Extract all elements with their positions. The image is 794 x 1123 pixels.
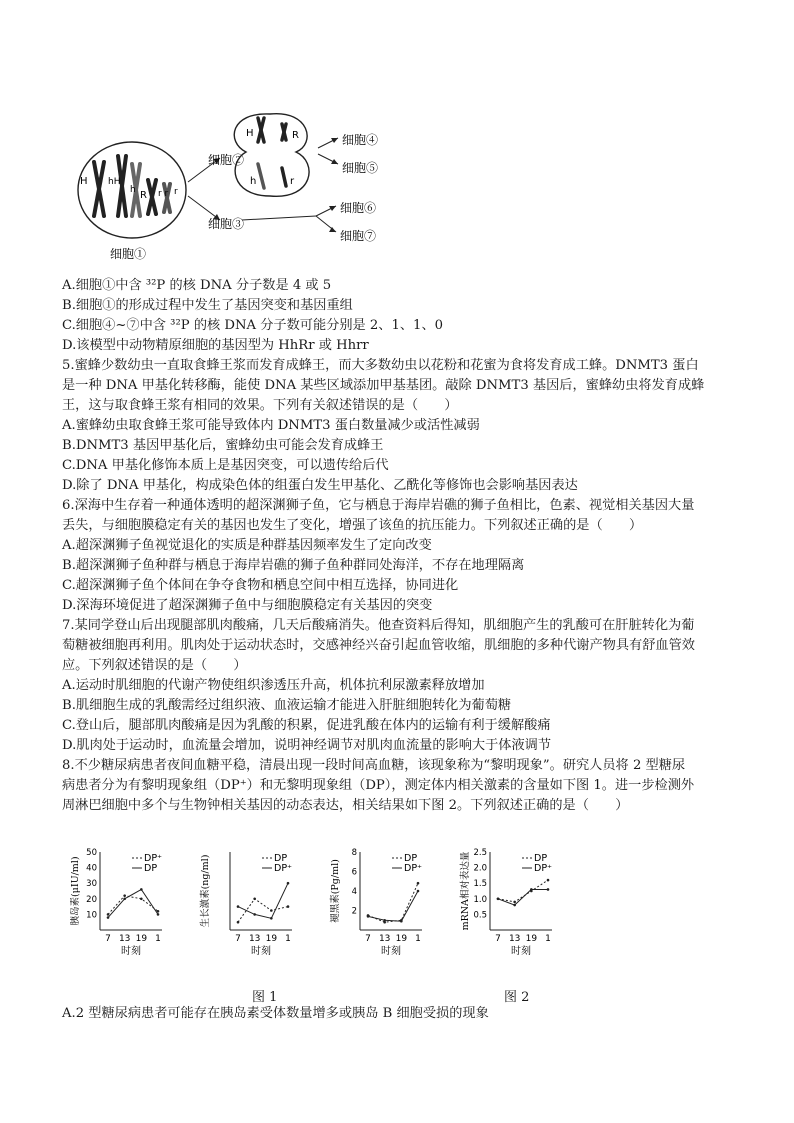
- legend-label: DP⁺: [144, 853, 163, 864]
- question-5-stem: 王，这与取食蜂王浆有相同的效果。下列有关叙述错误的是（ ）: [62, 398, 458, 413]
- data-point: [417, 890, 420, 893]
- question-8-stem: 周淋巴细胞中多个与生物钟相关基因的动态表达，相关结果如下图 2。下列叙述正确的是（ ）: [62, 798, 629, 813]
- data-point: [140, 898, 143, 901]
- y-axis-label: 褪黑素(Pg/ml): [330, 859, 341, 923]
- question-7-stem: 萄糖被细胞再利用。肌肉处于运动状态时，交感神经兴奋引起血管收缩，肌细胞的多种代谢产物具有舒血管效: [62, 638, 695, 653]
- x-tick-label: 13: [508, 934, 521, 944]
- option-a: A.蜜蜂幼虫取食蜂王浆可能导致体内 DNMT3 蛋白数量减少或活性减弱: [62, 418, 480, 433]
- figure-charts: [70, 838, 590, 978]
- x-tick-label: 13: [118, 934, 131, 944]
- y-tick-label: 8: [351, 848, 357, 858]
- option-b: B.DNMT3 基因甲基化后，蜜蜂幼虫可能会发育成蜂王: [62, 438, 384, 453]
- question-6-stem: 丢失，与细胞膜稳定有关的基因也发生了变化，增强了该鱼的抗压能力。下列叙述正确的是（ ）: [62, 518, 643, 533]
- svg-text:H: H: [246, 128, 254, 139]
- cell-5-label: 细胞⑤: [342, 161, 379, 175]
- y-axis-label: 生长激素(ng/ml): [200, 854, 211, 928]
- question-5-stem: 5.蜜蜂少数幼虫一直取食蜂王浆而发育成蜂王，而大多数幼虫以花粉和花蜜为食将发育成工蜂。DNMT3 蛋白: [62, 358, 699, 373]
- y-tick-label: 50: [86, 848, 97, 858]
- legend-label: DP⁺: [404, 863, 423, 874]
- cell-7-label: 细胞⑦: [340, 229, 377, 243]
- y-tick-label: 4: [351, 887, 357, 897]
- option-c: C.超深渊狮子鱼个体间在争夺食物和栖息空间中相互选择，协同进化: [62, 578, 459, 593]
- data-point: [400, 920, 403, 923]
- y-tick-label: 6: [351, 867, 357, 878]
- y-tick-label: 30: [86, 879, 97, 890]
- data-point: [513, 904, 516, 907]
- legend-label: DP⁺: [534, 863, 553, 874]
- x-axis-label: 时刻: [381, 946, 401, 957]
- svg-text:r: r: [290, 176, 295, 187]
- cell-2-chromosomes: [258, 118, 286, 188]
- x-tick-label: 19: [395, 934, 408, 944]
- option-c: C.细胞④~⑦中含 ³²P 的核 DNA 分子数可能分别是 2、1、1、0: [62, 318, 444, 333]
- y-tick-label: 0.5: [473, 910, 487, 921]
- y-tick-label: 40: [86, 863, 97, 874]
- x-tick-label: 7: [495, 934, 501, 944]
- option-d: D.肌肉处于运动时，血流量会增加，说明神经调节对肌肉血流量的影响大于体液调节: [62, 738, 552, 753]
- gene-label: R: [140, 190, 147, 201]
- cell-division-diagram: [70, 92, 410, 272]
- data-point: [123, 898, 126, 901]
- gene-label: r r: [158, 189, 169, 199]
- option-b: B.细胞①的形成过程中发生了基因突变和基因重组: [62, 298, 353, 313]
- y-tick-label: 2: [351, 906, 357, 917]
- x-tick-label: 1: [415, 934, 421, 944]
- x-axis-label: 时刻: [121, 946, 141, 957]
- option-d: D.该模型中动物精原细胞的基因型为 HhRr 或 Hhrr: [62, 338, 369, 353]
- question-5-stem: 是一种 DNA 甲基化转移酶，能使 DNA 某些区域添加甲基基团。敲除 DNMT3 基因后，蜜蜂幼虫将发育成蜂: [62, 378, 705, 393]
- x-tick-label: 19: [135, 934, 148, 944]
- option-b: B.肌细胞生成的乳酸需经过组织液、血液运输才能进入肝脏细胞转化为葡萄糖: [62, 698, 512, 713]
- data-point: [253, 898, 256, 901]
- x-tick-label: 1: [545, 934, 551, 944]
- legend-label: DP: [144, 863, 158, 874]
- data-point: [547, 888, 550, 891]
- x-tick-label: 13: [248, 934, 261, 944]
- option-a: A.运动时肌细胞的代谢产物使组织渗透压升高，机体抗利尿激素释放增加: [62, 678, 485, 693]
- series-line: [368, 883, 418, 922]
- data-point: [547, 879, 550, 882]
- option-a: A.2 型糖尿病患者可能存在胰岛素受体数量增多或胰岛 B 细胞受损的现象: [62, 1006, 489, 1021]
- legend-label: DP⁺: [274, 863, 293, 874]
- series-line: [368, 891, 418, 921]
- option-c: C.登山后，腿部肌肉酸痛是因为乳酸的积累，促进乳酸在体内的运输有利于缓解酸痛: [62, 718, 551, 733]
- data-point: [417, 882, 420, 885]
- series-line: [498, 880, 548, 902]
- x-axis-label: 时刻: [251, 946, 271, 957]
- gene-label: H: [80, 176, 88, 187]
- svg-text:R: R: [292, 130, 299, 141]
- y-tick-label: 20: [86, 894, 97, 905]
- question-7-stem: 应。下列叙述错误的是（ ）: [62, 658, 247, 673]
- x-tick-label: 19: [265, 934, 278, 944]
- x-tick-label: 7: [235, 934, 241, 944]
- legend-label: DP: [404, 853, 418, 864]
- data-point: [367, 915, 370, 918]
- data-point: [123, 894, 126, 897]
- question-4-options: [62, 276, 742, 816]
- option-c: C.DNA 甲基化修饰本质上是基因突变，可以遗传给后代: [62, 458, 389, 473]
- cell-3-label: 细胞③: [208, 217, 245, 231]
- data-point: [270, 909, 273, 912]
- gene-label: r: [174, 187, 178, 197]
- data-point: [270, 917, 273, 920]
- legend-label: DP: [274, 853, 288, 864]
- y-tick-label: 1.5: [473, 879, 487, 890]
- y-tick-label: 2.0: [473, 863, 487, 874]
- data-point: [107, 916, 110, 919]
- figure-2-caption: 图 2: [504, 990, 530, 1005]
- y-tick-label: 10: [86, 910, 97, 921]
- question-7-stem: 7.某同学登山后出现腿部肌肉酸痛，几天后酸痛消失。他查资料后得知，肌细胞产生的乳酸可在肝脏转化为葡: [62, 618, 695, 633]
- svg-text:h: h: [250, 176, 257, 187]
- data-point: [287, 882, 290, 885]
- x-tick-label: 13: [378, 934, 391, 944]
- cell-6-label: 细胞⑥: [340, 201, 377, 215]
- cell-2: [234, 114, 309, 197]
- gene-label: h: [130, 185, 136, 195]
- x-tick-label: 7: [105, 934, 111, 944]
- question-8-stem: 病患者分为有黎明现象组（DP⁺）和无黎明现象组（DP），测定体内相关激素的含量如下图 1。进一步检测外: [62, 778, 695, 793]
- data-point: [237, 921, 240, 924]
- gene-label: hH: [108, 177, 121, 187]
- option-a: A.细胞①中含 ³²P 的核 DNA 分子数是 4 或 5: [62, 278, 332, 293]
- data-point: [140, 888, 143, 891]
- y-axis-label: 胰岛素(μIU/ml): [70, 856, 81, 926]
- series-line: [238, 883, 288, 918]
- question-6-stem: 6.深海中生存着一种通体透明的超深渊狮子鱼，它与栖息于海岸岩礁的狮子鱼相比，色素、视觉相关基因大量: [62, 498, 695, 513]
- series-line: [498, 889, 548, 905]
- cell-2-label: 细胞②: [208, 153, 245, 167]
- data-point: [157, 913, 160, 916]
- x-tick-label: 7: [365, 934, 371, 944]
- x-tick-label: 1: [155, 934, 161, 944]
- cell-1-label: 细胞①: [110, 247, 147, 261]
- data-point: [237, 905, 240, 908]
- data-point: [253, 913, 256, 916]
- figure-1-caption: 图 1: [252, 990, 278, 1005]
- y-tick-label: 1.0: [473, 894, 487, 905]
- option-d: D.深海环境促进了超深渊狮子鱼中与细胞膜稳定有关基因的突变: [62, 598, 433, 613]
- data-point: [287, 905, 290, 908]
- series-line: [108, 896, 158, 915]
- y-tick-label: 2.5: [473, 848, 487, 858]
- data-point: [383, 919, 386, 922]
- question-8-stem: 8.不少糖尿病患者夜间血糖平稳，清晨出现一段时间高血糖，该现象称为“黎明现象”。研究人员将 2 型糖尿: [62, 758, 686, 773]
- data-point: [497, 898, 500, 901]
- x-tick-label: 1: [285, 934, 291, 944]
- cell-4-label: 细胞④: [342, 133, 379, 147]
- data-point: [107, 913, 110, 916]
- question-8-options: [62, 1004, 742, 1024]
- x-tick-label: 19: [525, 934, 538, 944]
- y-axis-label: mRNA相对表达量: [460, 851, 471, 931]
- series-line: [108, 889, 158, 917]
- legend-label: DP: [534, 853, 548, 864]
- option-b: B.超深渊狮子鱼种群与栖息于海岸岩礁的狮子鱼种群同处海洋，不存在地理隔离: [62, 558, 525, 573]
- option-a: A.超深渊狮子鱼视觉退化的实质是种群基因频率发生了定向改变: [62, 538, 432, 553]
- data-point: [513, 901, 516, 904]
- option-d: D.除了 DNA 甲基化，构成染色体的组蛋白发生甲基化、乙酰化等修饰也会影响基因表达: [62, 478, 578, 493]
- x-axis-label: 时刻: [511, 946, 531, 957]
- data-point: [530, 888, 533, 891]
